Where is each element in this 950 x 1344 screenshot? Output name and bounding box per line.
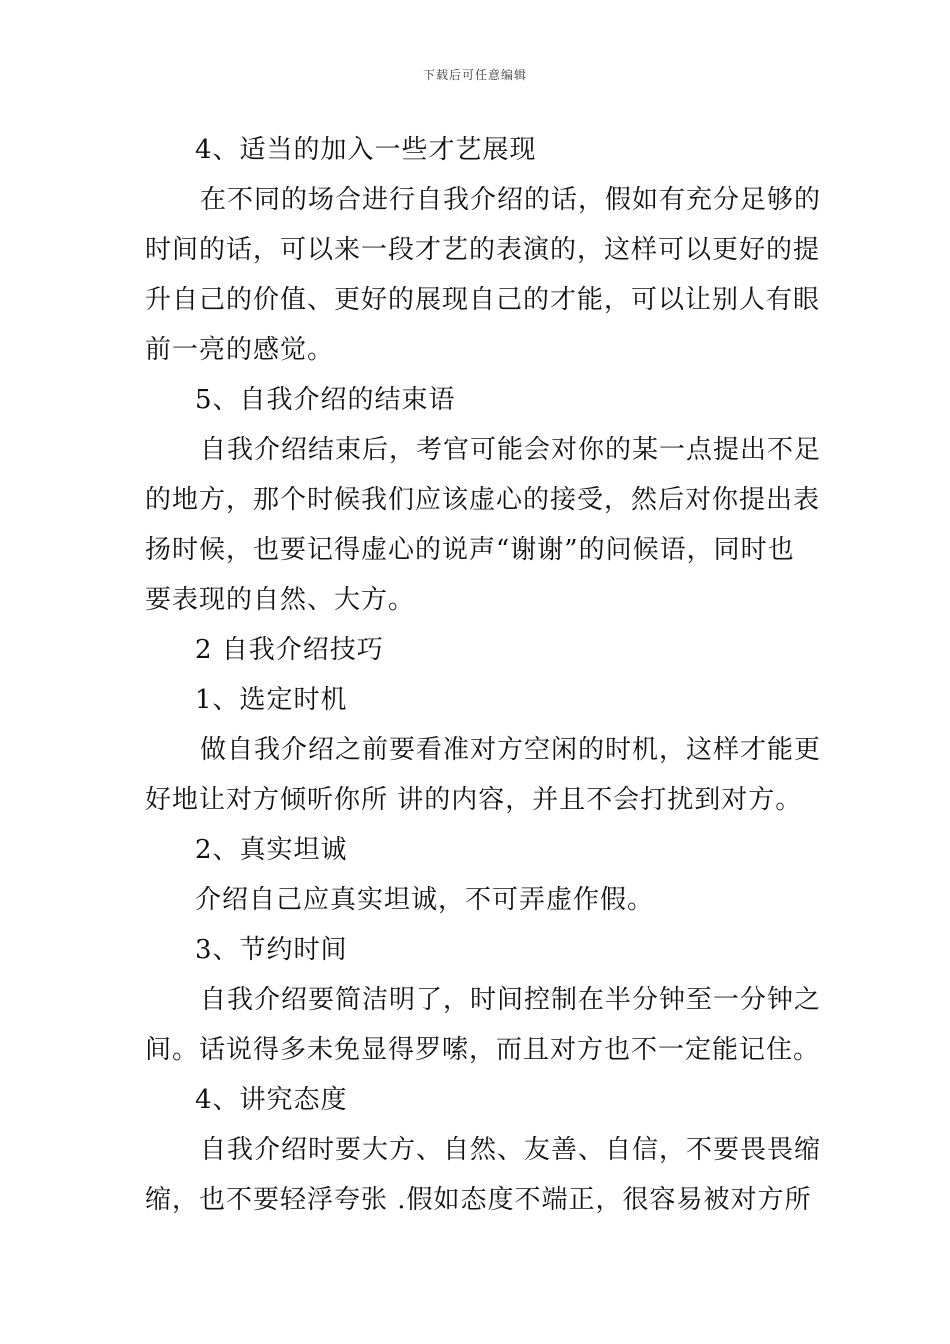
paragraph-line: 介绍自己应真实坦诚，不可弄虚作假。 (195, 885, 655, 915)
paragraph-line: 间。话说得多未免显得罗嗦，而且对方也不一定能记住。 (145, 1035, 821, 1065)
paragraph-line: 扬时候，也要记得虚心的说声“谢谢”的问候语，同时也 (145, 535, 795, 565)
section-heading: 2、真实坦诚 (195, 835, 348, 865)
paragraph-line: 前一亮的感觉。 (145, 335, 335, 365)
paragraph-line: 缩，也不要轻浮夸张 .假如态度不端正，很容易被对方所 (145, 1185, 812, 1215)
paragraph-line: 升自己的价值、更好的展现自己的才能，可以让别人有眼 (145, 285, 821, 315)
paragraph-line: 自我介绍时要大方、自然、友善、自信，不要畏畏缩 (200, 1135, 822, 1165)
paragraph-line: 要表现的自然、大方。 (145, 585, 416, 615)
section-heading: 3、节约时间 (195, 935, 348, 965)
section-title: 2 自我介绍技巧 (195, 635, 384, 665)
paragraph-line: 做自我介绍之前要看准对方空闲的时机，这样才能更 (200, 735, 822, 765)
paragraph-line: 时间的话，可以来一段才艺的表演的，这样可以更好的提 (145, 235, 821, 265)
section-heading: 1、选定时机 (195, 685, 348, 715)
paragraph-line: 的地方，那个时候我们应该虚心的接受，然后对你提出表 (145, 485, 821, 515)
section-heading: 5、自我介绍的结束语 (195, 385, 456, 415)
section-heading: 4、适当的加入一些才艺展现 (195, 135, 537, 165)
section-heading: 4、讲究态度 (195, 1085, 348, 1115)
page-header: 下载后可任意编辑 (422, 68, 527, 82)
paragraph-line: 自我介绍结束后，考官可能会对你的某一点提出不足 (200, 435, 822, 465)
paragraph-line: 好地让对方倾听你所 讲的内容，并且不会打扰到对方。 (145, 785, 803, 815)
paragraph-line: 自我介绍要简洁明了，时间控制在半分钟至一分钟之 (200, 985, 822, 1015)
paragraph-line: 在不同的场合进行自我介绍的话，假如有充分足够的 (200, 185, 822, 215)
